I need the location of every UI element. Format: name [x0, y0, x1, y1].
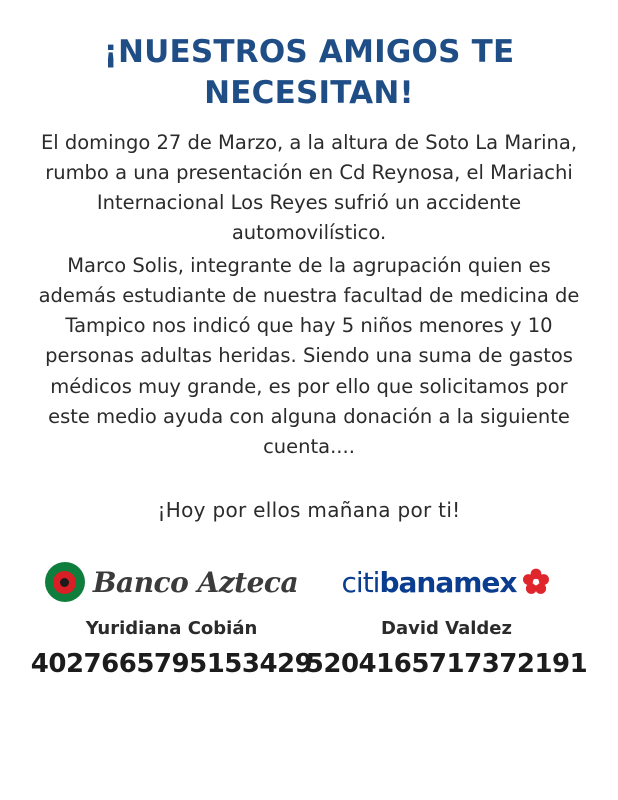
citibanamex-flower-icon: [521, 567, 551, 597]
bank-account-azteca: [30, 560, 313, 680]
account-number: 4027665795153429: [30, 649, 313, 680]
paragraph-accident: El domingo 27 de Marzo, a la altura de Soto La Marina, rumbo a una presentación en Cd Reynosa, el Mariachi Internacional Los Reyes sufrió un accidente automovilístico.: [40, 130, 578, 245]
azteca-circle-icon: [45, 562, 85, 602]
citi-wordmark-thin: citi: [341, 565, 380, 599]
page-title: ¡NUESTROS AMIGOS TE NECESITAN!: [103, 34, 515, 111]
poster-body: [30, 128, 588, 464]
account-number: 5204165717372191: [305, 649, 588, 680]
azteca-wordmark: Banco Azteca: [92, 565, 299, 599]
citi-wordmark-bold: banamex: [379, 565, 517, 599]
account-holder-name: Yuridiana Cobián: [85, 618, 258, 640]
account-holder-name: David Valdez: [381, 618, 512, 640]
citibanamex-wordmark: [342, 566, 517, 599]
bank-account-citibanamex: [305, 560, 588, 680]
banco-azteca-logo: [45, 560, 298, 604]
slogan-text: ¡Hoy por ellos mañana por ti!: [157, 498, 461, 523]
paragraph-request: Marco Solis, integrante de la agrupación quien es además estudiante de nuestra facultad de medicina de Tampico nos indicó que hay 5 niños menores y 10 personas adultas heridas. Siendo una suma de gastos médicos muy grande, es por ello que solicitamos por este medio ayuda con alguna donación a la siguiente cuenta....: [38, 253, 580, 458]
citibanamex-logo: [342, 560, 552, 604]
bank-accounts: [30, 560, 588, 679]
